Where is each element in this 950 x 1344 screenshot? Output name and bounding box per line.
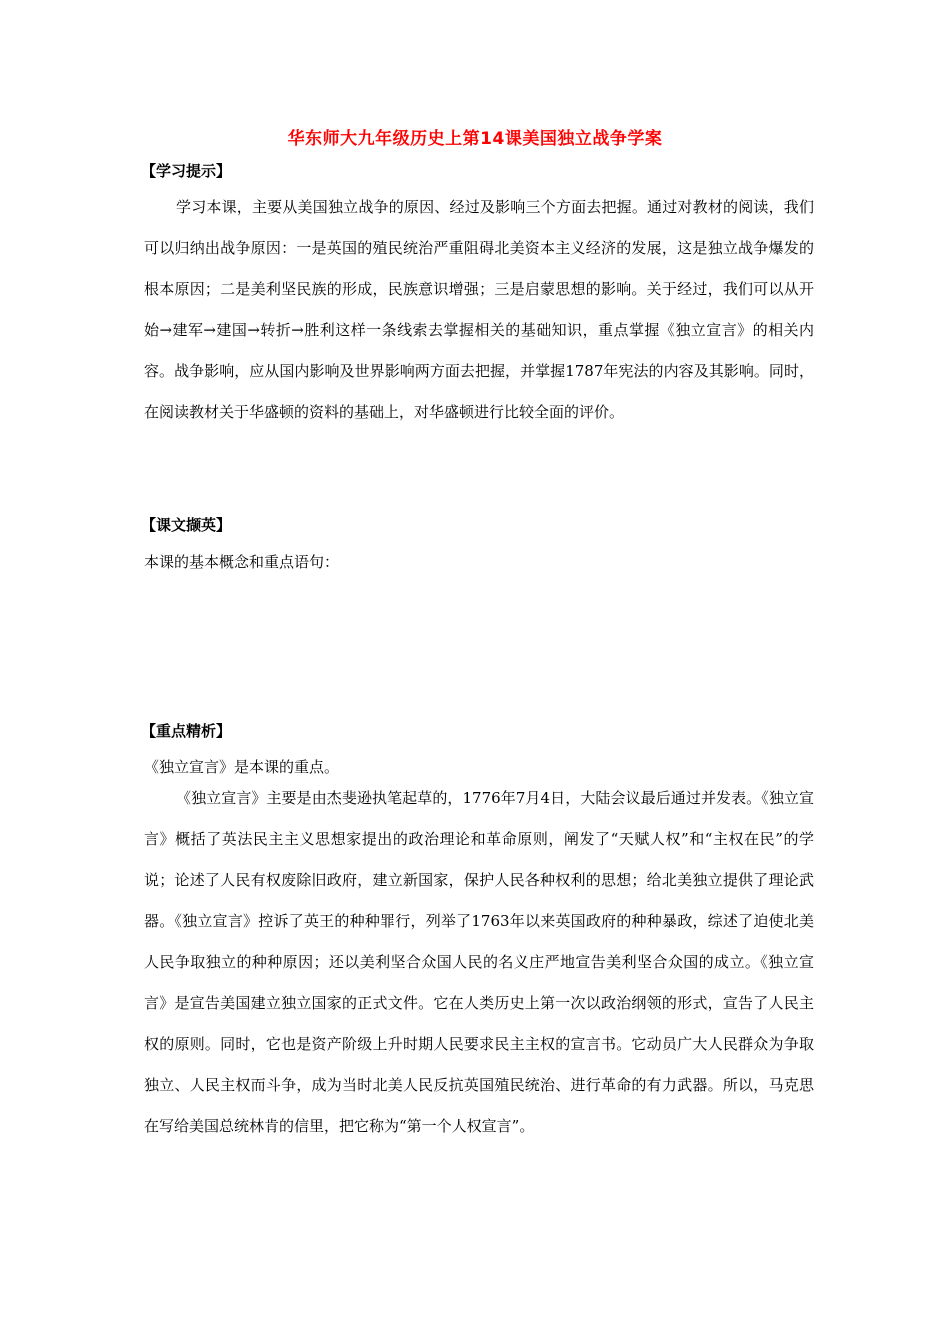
section-heading-excerpt: 【课文撷英】	[141, 516, 232, 534]
section-heading-tips: 【学习提示】	[141, 162, 232, 180]
document-title: 华东师大九年级历史上第14课美国独立战争学案	[287, 129, 663, 149]
tips-paragraph: 学习本课，主要从美国独立战争的原因、经过及影响三个方面去把握。通过对教材的阅读，我们可以归纳出战争原因：一是英国的殖民统治严重阻碍北美资本主义经济的发展，这是独立战争爆发的根本原因；二是美利坚民族的形成，民族意识增强；三是启蒙思想的影响。关于经过，我们可以从开始→建军→建国→转折→胜利这样一条线索去掌握相关的基础知识，重点掌握《独立宣言》的相关内容。战争影响，应从国内影响及世界影响两方面去把握，并掌握1787年宪法的内容及其影响。同时，在阅读教材关于华盛顿的资料的基础上，对华盛顿进行比较全面的评价。	[144, 198, 814, 421]
section-heading-analysis: 【重点精析】	[141, 722, 232, 740]
analysis-paragraph: 《独立宣言》主要是由杰斐逊执笔起草的，1776年7月4日，大陆会议最后通过并发表。《独立宣言》概括了英法民主主义思想家提出的政治理论和革命原则，阐发了“天赋人权”和“主权在民”的学说；论述了人民有权废除旧政府，建立新国家，保护人民各种权利的思想；给北美独立提供了理论武器。《独立宣言》控诉了英王的种种罪行，列举了1763年以来英国政府的种种暴政，综述了迫使北美人民争取独立的种种原因；还以美利坚合众国人民的名义庄严地宣告美利坚合众国的成立。《独立宣言》是宣告美国建立独立国家的正式文件。它在人类历史上第一次以政治纲领的形式，宣告了人民主权的原则。同时，它也是资产阶级上升时期人民要求民主主权的宣言书。它动员广大人民群众为争取独立、人民主权而斗争，成为当时北美人民反抗英国殖民统治、进行革命的有力武器。所以，马克思在写给美国总统林肯的信里，把它称为“第一个人权宣言”。	[144, 789, 814, 1135]
analysis-line: 《独立宣言》是本课的重点。	[144, 758, 340, 776]
excerpt-line: 本课的基本概念和重点语句：	[144, 553, 340, 571]
